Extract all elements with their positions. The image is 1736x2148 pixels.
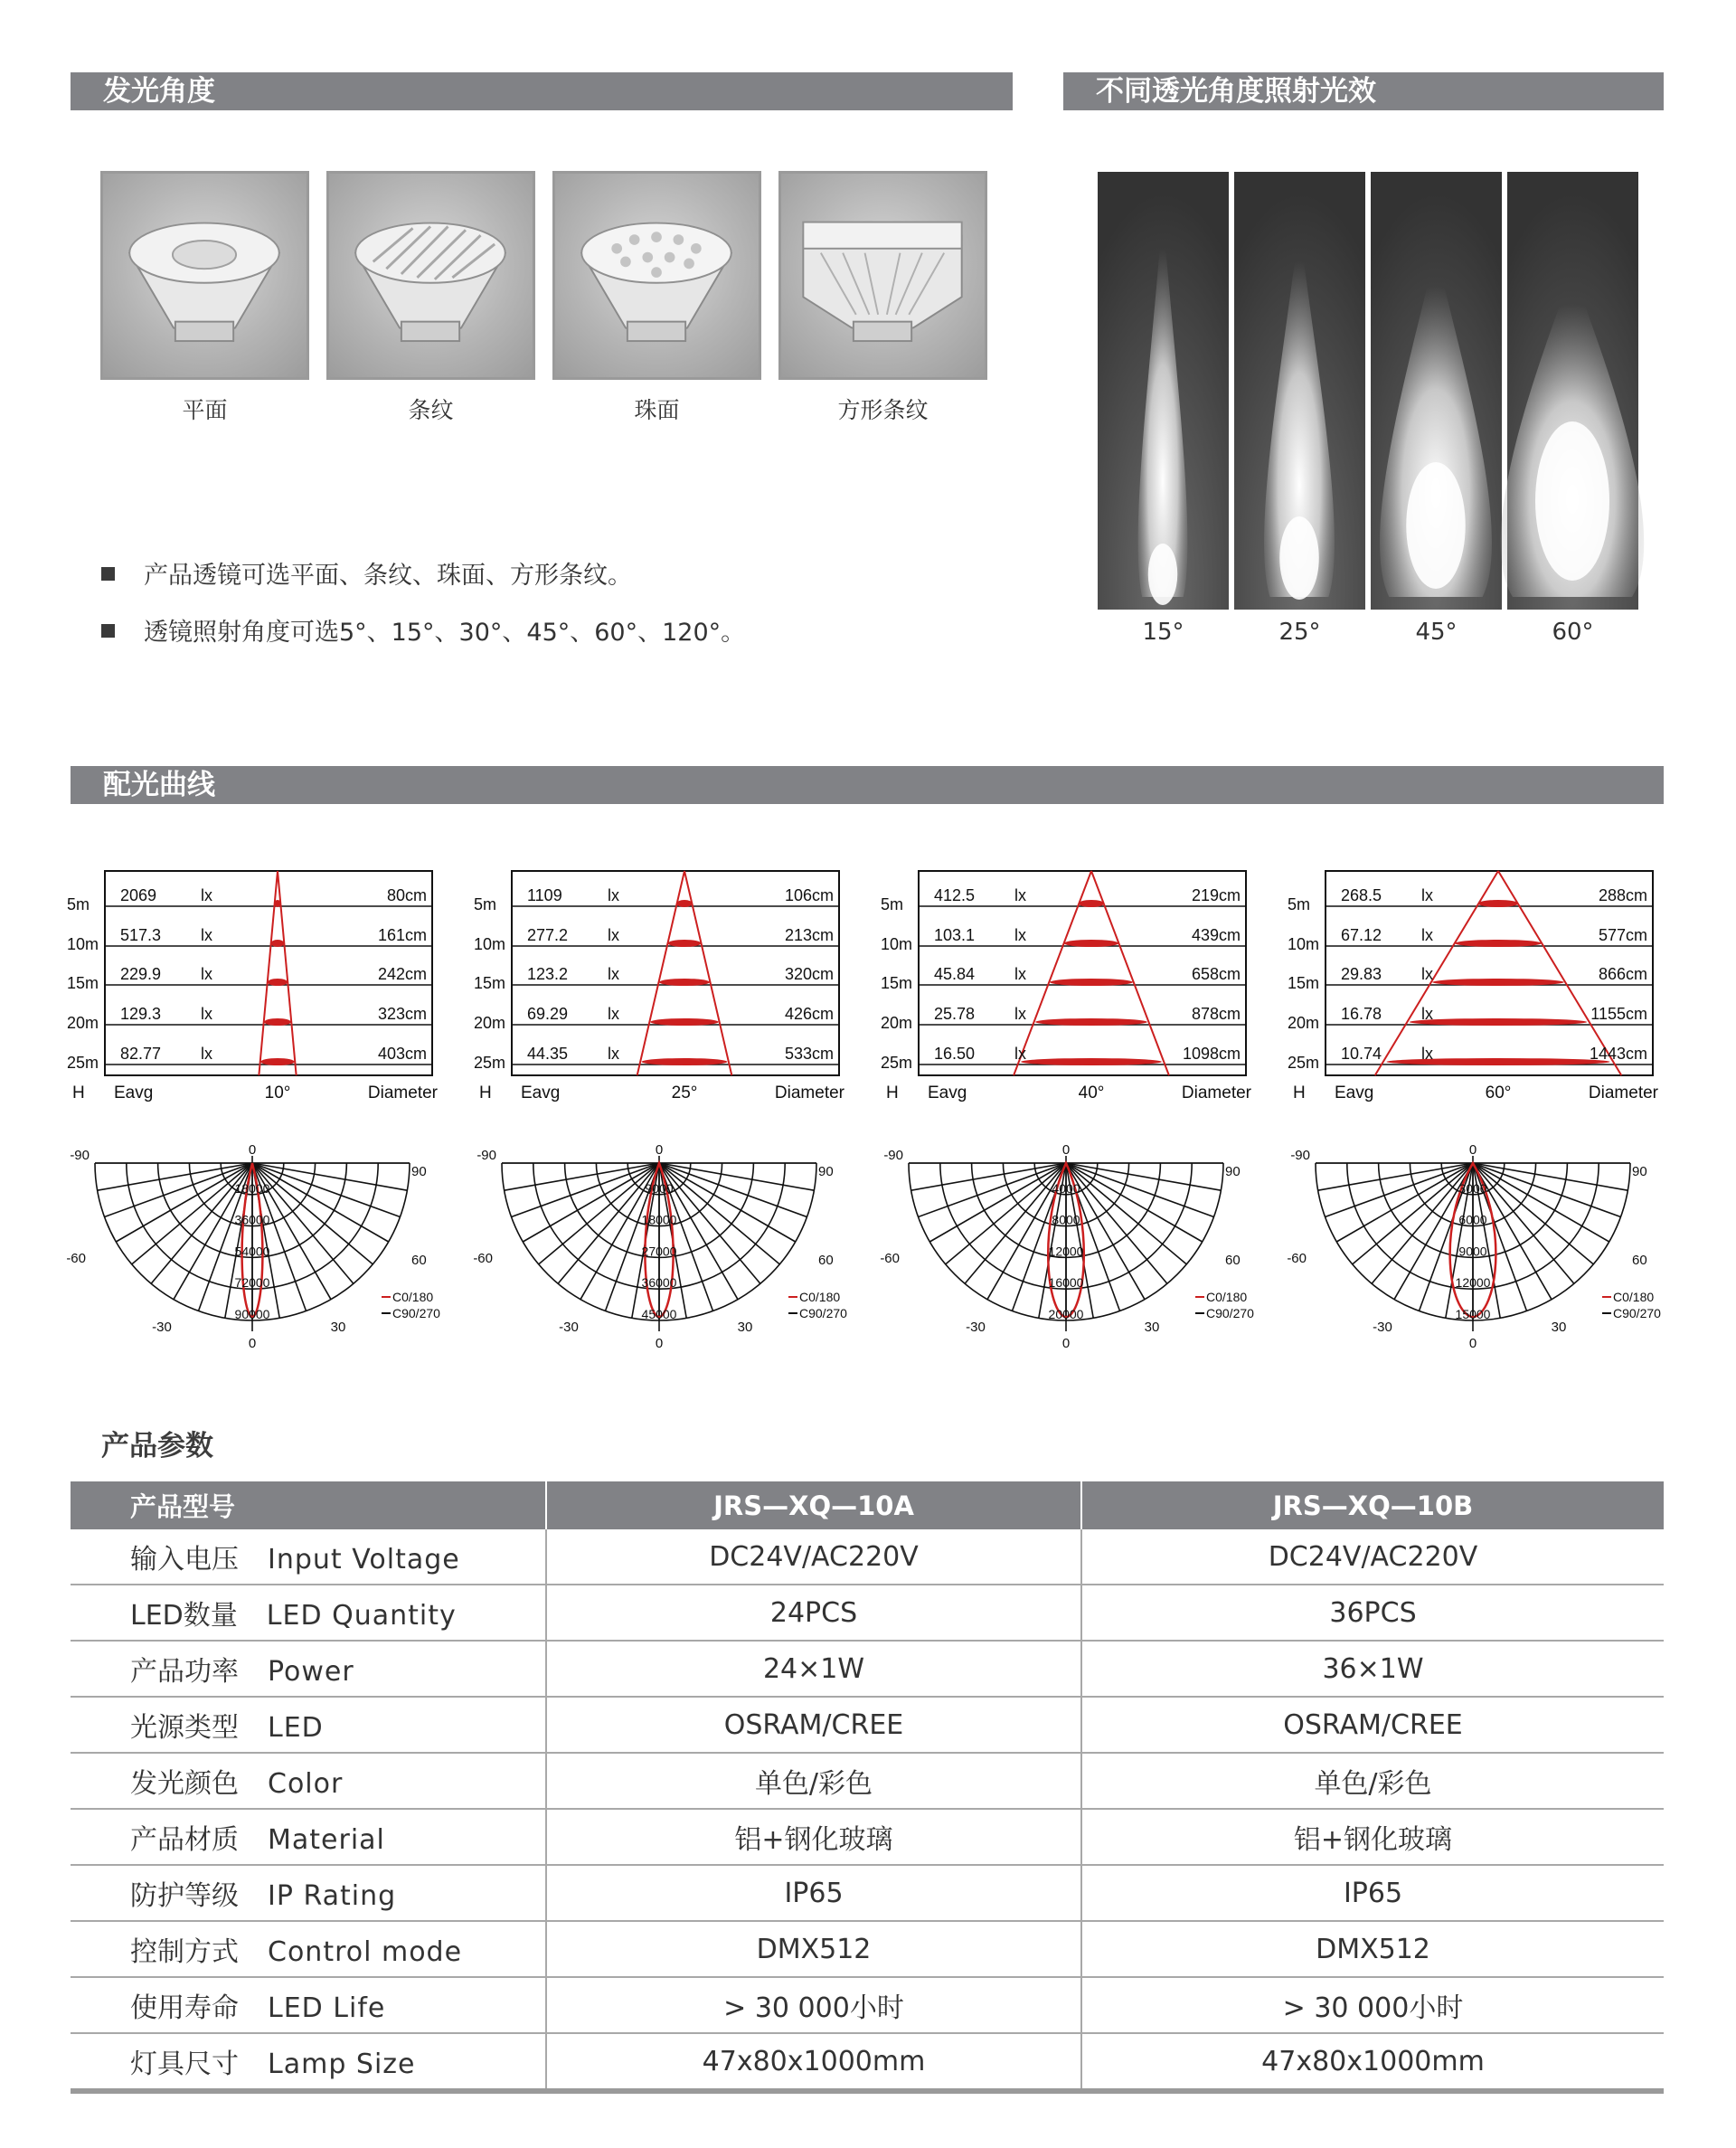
cone-spot <box>1477 900 1518 907</box>
lens-bead-graphic <box>555 174 759 377</box>
table-row <box>71 1809 1664 1865</box>
polar-tick-label: 9000 <box>1458 1244 1487 1259</box>
spec-label-zh: 防护等级 <box>130 1880 239 1912</box>
table-row <box>71 1865 1664 1921</box>
diameter-value: 1098cm <box>1182 1045 1241 1063</box>
lens-photo-stripe <box>326 171 535 380</box>
cone-edge <box>259 871 278 1075</box>
polar-angle-label: 0 <box>248 1336 257 1351</box>
table-row <box>71 1641 1664 1697</box>
polar-tick-label: 36000 <box>234 1212 270 1227</box>
diameter-value: 403cm <box>377 1045 427 1063</box>
polar-angle-label: 90 <box>1632 1164 1647 1179</box>
height-label: 20m <box>881 1014 913 1032</box>
unit-label: lx <box>1421 886 1433 904</box>
eavg-value: 268.5 <box>1341 886 1382 904</box>
unit-label: lx <box>1014 926 1026 944</box>
spec-label-en: Material <box>268 1824 385 1856</box>
cone-spot <box>275 900 281 907</box>
curve-section-title: 配光曲线 <box>71 766 1664 804</box>
unit-label: lx <box>1014 1005 1026 1023</box>
polar-tick-label: 18000 <box>641 1212 677 1227</box>
polar-angle-label: 90 <box>818 1164 834 1179</box>
diameter-value: 320cm <box>784 965 834 983</box>
spec-label-cell <box>71 1585 546 1641</box>
light-distribution-panel <box>880 866 1278 1351</box>
polar-angle-label: 0 <box>1061 1336 1071 1351</box>
spec-value-b: 铝+钢化玻璃 <box>1081 1809 1664 1865</box>
cone-spot <box>1455 940 1542 947</box>
eavg-value: 69.29 <box>527 1005 569 1023</box>
eavg-value: 517.3 <box>120 926 162 944</box>
height-label: 10m <box>67 935 99 953</box>
polar-angle-label: 0 <box>248 1142 257 1158</box>
col-label-diameter: Diameter <box>1588 1083 1658 1102</box>
height-label: 25m <box>67 1054 99 1072</box>
polar-angle-label: 0 <box>1061 1142 1071 1158</box>
polar-angle-label: -60 <box>1287 1251 1307 1266</box>
polar-angle-label: 30 <box>1144 1320 1160 1335</box>
cone-spot <box>642 1058 728 1065</box>
height-label: 15m <box>474 974 506 992</box>
col-label-eavg: Eavg <box>114 1083 154 1102</box>
spec-label-en: LED <box>268 1712 324 1744</box>
spec-value-b: 36PCS <box>1081 1585 1664 1641</box>
spec-value-a: 47x80x1000mm <box>546 2033 1081 2091</box>
beam-effect-photo <box>1234 172 1365 610</box>
diameter-value: 577cm <box>1598 926 1647 944</box>
spec-value-a: OSRAM/CREE <box>546 1697 1081 1753</box>
polar-angle-label: 60 <box>1632 1253 1647 1268</box>
table-row <box>71 1977 1664 2033</box>
cone-spot <box>1021 1058 1162 1065</box>
spec-value-a: 单色/彩色 <box>546 1753 1081 1809</box>
height-label: 25m <box>881 1054 913 1072</box>
diameter-value: 1155cm <box>1590 1005 1647 1023</box>
table-row <box>71 2033 1664 2091</box>
diameter-value: 878cm <box>1191 1005 1241 1023</box>
spec-label-zh: 使用寿命 <box>130 1992 239 2024</box>
eavg-value: 29.83 <box>1341 965 1382 983</box>
cone-spot <box>1410 1018 1587 1026</box>
spec-label-cell <box>71 1529 546 1585</box>
spec-table <box>71 1481 1664 2094</box>
spec-value-b: DC24V/AC220V <box>1081 1529 1664 1585</box>
polar-tick-label: 12000 <box>1048 1244 1084 1259</box>
eavg-value: 229.9 <box>120 965 162 983</box>
unit-label: lx <box>1014 1045 1026 1063</box>
spec-label-zh: LED数量 <box>130 1600 238 1632</box>
diameter-value: 439cm <box>1191 926 1241 944</box>
height-label: 20m <box>67 1014 99 1032</box>
lens-caption: 条纹 <box>408 397 454 423</box>
diameter-value: 219cm <box>1191 886 1241 904</box>
polar-tick-label: 16000 <box>1048 1275 1084 1291</box>
spec-label-en: Control mode <box>268 1936 463 1968</box>
spec-label-en: LED Life <box>268 1992 386 2024</box>
cone-spot <box>1064 940 1118 947</box>
col-label-h: H <box>479 1083 492 1102</box>
cone-spot <box>1050 979 1133 986</box>
spec-label-cell <box>71 1865 546 1921</box>
height-label: 5m <box>881 895 904 913</box>
col-label-eavg: Eavg <box>1335 1083 1374 1102</box>
table-row <box>71 1529 1664 1585</box>
spec-header-row <box>71 1481 1664 1529</box>
diameter-value: 866cm <box>1598 965 1647 983</box>
col-label-eavg: Eavg <box>521 1083 561 1102</box>
polar-tick-label: 6000 <box>1458 1212 1487 1227</box>
eavg-value: 25.78 <box>934 1005 976 1023</box>
spec-value-b: 36×1W <box>1081 1641 1664 1697</box>
beam-angle-label: 40° <box>1078 1083 1105 1102</box>
polar-tick-label: 3000 <box>1458 1180 1487 1196</box>
angle-section-title: 发光角度 <box>71 72 1013 110</box>
diameter-value: 323cm <box>377 1005 427 1023</box>
spec-label-zh: 灯具尺寸 <box>130 2049 239 2080</box>
lens-plain-graphic <box>103 174 307 377</box>
lens-notes <box>101 554 745 667</box>
spec-label-zh: 发光颜色 <box>130 1768 239 1800</box>
lens-caption: 方形条纹 <box>837 397 929 423</box>
legend-label: C90/270 <box>392 1306 440 1320</box>
spec-label-cell <box>71 1641 546 1697</box>
light-hotspot <box>1279 516 1319 600</box>
eavg-value: 67.12 <box>1341 926 1382 944</box>
light-hotspot <box>1406 462 1466 589</box>
unit-label: lx <box>608 1045 619 1063</box>
eavg-value: 45.84 <box>934 965 976 983</box>
legend-label: C0/180 <box>1206 1290 1248 1304</box>
spec-label-cell <box>71 1697 546 1753</box>
eavg-value: 2069 <box>120 886 157 904</box>
cone-edge <box>1091 871 1169 1075</box>
light-distribution-panel <box>473 866 872 1351</box>
spec-value-b: > 30 000小时 <box>1081 1977 1664 2033</box>
unit-label: lx <box>1421 965 1433 983</box>
light-hotspot <box>1535 421 1609 581</box>
height-label: 15m <box>881 974 913 992</box>
lens-photo-bead <box>552 171 761 380</box>
unit-label: lx <box>1421 1045 1433 1063</box>
col-label-diameter: Diameter <box>1181 1083 1251 1102</box>
polar-tick-label: 54000 <box>234 1244 270 1259</box>
unit-label: lx <box>201 926 212 944</box>
polar-angle-label: 90 <box>1225 1164 1241 1179</box>
spec-label-en: Color <box>268 1768 344 1800</box>
spec-label-cell <box>71 1977 546 2033</box>
lens-caption: 珠面 <box>634 397 680 423</box>
polar-angle-label: -90 <box>1290 1148 1310 1163</box>
table-row <box>71 1697 1664 1753</box>
legend-label: C90/270 <box>1613 1306 1661 1320</box>
polar-tick-label: 9000 <box>645 1180 674 1196</box>
list-item: 透镜照射角度可选5°、15°、30°、45°、60°、120°。 <box>101 610 745 667</box>
cone-spot <box>1079 900 1104 907</box>
spec-header-cell: 产品型号 <box>71 1481 546 1529</box>
spec-label-en: Lamp Size <box>268 2049 416 2080</box>
polar-tick-label: 45000 <box>641 1307 677 1321</box>
cone-spot <box>1035 1018 1147 1026</box>
unit-label: lx <box>608 965 619 983</box>
list-item: 产品透镜可选平面、条纹、珠面、方形条纹。 <box>101 554 745 610</box>
polar-tick-label: 72000 <box>234 1275 270 1291</box>
spec-label-cell <box>71 1753 546 1809</box>
unit-label: lx <box>201 965 212 983</box>
lens-photo-plain <box>100 171 309 380</box>
diameter-value: 161cm <box>377 926 427 944</box>
eavg-value: 82.77 <box>120 1045 162 1063</box>
diameter-value: 288cm <box>1598 886 1647 904</box>
eavg-value: 129.3 <box>120 1005 162 1023</box>
cone-spot <box>650 1018 718 1026</box>
col-label-h: H <box>72 1083 85 1102</box>
spec-label-en: LED Quantity <box>266 1600 457 1632</box>
polar-tick-label: 15000 <box>1455 1307 1491 1321</box>
polar-angle-label: -60 <box>473 1251 493 1266</box>
spec-value-a: DMX512 <box>546 1921 1081 1977</box>
table-row <box>71 1585 1664 1641</box>
diameter-value: 213cm <box>784 926 834 944</box>
cone-spot <box>659 979 710 986</box>
cone-spot <box>1432 979 1563 986</box>
height-label: 15m <box>67 974 99 992</box>
col-label-h: H <box>1293 1083 1306 1102</box>
eavg-value: 1109 <box>527 886 562 904</box>
eavg-value: 16.50 <box>934 1045 976 1063</box>
polar-tick-label: 36000 <box>641 1275 677 1291</box>
spec-label-zh: 光源类型 <box>130 1712 239 1744</box>
diameter-value: 426cm <box>784 1005 834 1023</box>
eavg-value: 44.35 <box>527 1045 569 1063</box>
cone-edge <box>1375 871 1498 1075</box>
cone-spot <box>268 979 288 986</box>
cone-spot <box>668 940 702 947</box>
lens-stripe-graphic <box>329 174 533 377</box>
polar-angle-label: 60 <box>1225 1253 1241 1268</box>
height-label: 10m <box>881 935 913 953</box>
unit-label: lx <box>201 886 212 904</box>
col-label-diameter: Diameter <box>774 1083 844 1102</box>
beam-effect-photo <box>1507 172 1638 610</box>
polar-tick-label: 8000 <box>1052 1212 1080 1227</box>
spec-label-cell <box>71 1809 546 1865</box>
polar-tick-label: 90000 <box>234 1307 270 1321</box>
unit-label: lx <box>1421 926 1433 944</box>
spec-label-zh: 控制方式 <box>130 1936 239 1968</box>
diameter-value: 242cm <box>377 965 427 983</box>
legend-label: C0/180 <box>392 1290 434 1304</box>
height-label: 5m <box>474 895 497 913</box>
beam-angle-caption: 25° <box>1278 619 1321 646</box>
height-label: 25m <box>1288 1054 1320 1072</box>
spec-label-en: IP Rating <box>268 1880 397 1912</box>
height-label: 5m <box>67 895 90 913</box>
spec-value-b: OSRAM/CREE <box>1081 1697 1664 1753</box>
unit-label: lx <box>608 1005 619 1023</box>
spec-label-zh: 产品材质 <box>130 1824 239 1856</box>
polar-angle-label: -60 <box>880 1251 900 1266</box>
polar-angle-label: -30 <box>152 1320 172 1335</box>
cone-spot <box>271 940 285 947</box>
unit-label: lx <box>608 886 619 904</box>
cone-spot <box>260 1058 294 1065</box>
unit-label: lx <box>201 1005 212 1023</box>
polar-angle-label: 90 <box>411 1164 427 1179</box>
polar-angle-label: -90 <box>476 1148 496 1163</box>
spec-label-en: Power <box>268 1656 354 1688</box>
eavg-value: 10.74 <box>1341 1045 1382 1063</box>
polar-angle-label: 0 <box>655 1142 664 1158</box>
eavg-value: 277.2 <box>527 926 569 944</box>
diameter-value: 80cm <box>386 886 427 904</box>
spec-label-cell <box>71 1921 546 1977</box>
light-distribution-panel <box>66 866 465 1351</box>
polar-angle-label: 0 <box>1468 1142 1477 1158</box>
eavg-value: 412.5 <box>934 886 976 904</box>
beam-angle-label: 60° <box>1485 1083 1512 1102</box>
polar-tick-label: 4000 <box>1052 1180 1080 1196</box>
height-label: 10m <box>474 935 506 953</box>
spec-label-zh: 产品功率 <box>130 1656 239 1688</box>
spec-value-a: DC24V/AC220V <box>546 1529 1081 1585</box>
cone-spot <box>676 900 692 907</box>
polar-angle-label: 30 <box>330 1320 346 1335</box>
spec-value-a: 24PCS <box>546 1585 1081 1641</box>
diameter-value: 1443cm <box>1589 1045 1647 1063</box>
spec-header-cell: JRS—XQ—10B <box>1081 1481 1664 1529</box>
unit-label: lx <box>1421 1005 1433 1023</box>
unit-label: lx <box>608 926 619 944</box>
beam-effect-photo <box>1371 172 1502 610</box>
bullet-square-icon <box>101 624 115 638</box>
cone-edge <box>637 871 684 1075</box>
polar-angle-label: 30 <box>1551 1320 1567 1335</box>
spec-value-b: DMX512 <box>1081 1921 1664 1977</box>
eavg-value: 103.1 <box>934 926 976 944</box>
lens-photo-square <box>778 171 987 380</box>
diameter-value: 533cm <box>784 1045 834 1063</box>
polar-angle-label: -90 <box>883 1148 903 1163</box>
effect-section-title: 不同透光角度照射光效 <box>1063 72 1664 110</box>
beam-angle-caption: 60° <box>1552 619 1594 646</box>
bullet-square-icon <box>101 567 115 581</box>
polar-angle-label: -60 <box>66 1251 86 1266</box>
diameter-value: 106cm <box>784 886 834 904</box>
diameter-value: 658cm <box>1191 965 1241 983</box>
legend-label: C90/270 <box>799 1306 847 1320</box>
col-label-diameter: Diameter <box>367 1083 438 1102</box>
polar-angle-label: 0 <box>655 1336 664 1351</box>
spec-label-cell <box>71 2033 546 2091</box>
spec-value-a: 24×1W <box>546 1641 1081 1697</box>
spec-value-b: IP65 <box>1081 1865 1664 1921</box>
cone-edge <box>684 871 731 1075</box>
polar-angle-label: -30 <box>559 1320 579 1335</box>
unit-label: lx <box>1014 965 1026 983</box>
height-label: 5m <box>1288 895 1311 913</box>
polar-tick-label: 18000 <box>234 1180 270 1196</box>
eavg-value: 123.2 <box>527 965 569 983</box>
polar-tick-label: 27000 <box>641 1244 677 1259</box>
params-title: 产品参数 <box>101 1430 213 1462</box>
polar-angle-label: -90 <box>70 1148 90 1163</box>
spec-value-a: IP65 <box>546 1865 1081 1921</box>
beam-angle-label: 25° <box>671 1083 698 1102</box>
height-label: 15m <box>1288 974 1320 992</box>
spec-value-a: > 30 000小时 <box>546 1977 1081 2033</box>
height-label: 20m <box>1288 1014 1320 1032</box>
polar-angle-label: 30 <box>737 1320 753 1335</box>
legend-label: C90/270 <box>1206 1306 1254 1320</box>
polar-tick-label: 20000 <box>1048 1307 1084 1321</box>
unit-label: lx <box>1014 886 1026 904</box>
col-label-h: H <box>886 1083 899 1102</box>
polar-angle-label: -30 <box>1373 1320 1392 1335</box>
cone-spot <box>264 1018 291 1026</box>
table-row <box>71 1753 1664 1809</box>
legend-label: C0/180 <box>799 1290 841 1304</box>
legend-label: C0/180 <box>1613 1290 1655 1304</box>
beam-angle-caption: 15° <box>1142 619 1184 646</box>
spec-value-a: 铝+钢化玻璃 <box>546 1809 1081 1865</box>
polar-angle-label: 60 <box>818 1253 834 1268</box>
height-label: 10m <box>1288 935 1320 953</box>
light-hotspot <box>1148 544 1178 605</box>
lens-caption: 平面 <box>182 397 228 423</box>
height-label: 25m <box>474 1054 506 1072</box>
cone-edge <box>278 871 297 1075</box>
polar-tick-label: 12000 <box>1455 1275 1491 1291</box>
unit-label: lx <box>201 1045 212 1063</box>
beam-angle-label: 10° <box>264 1083 291 1102</box>
polar-angle-label: 60 <box>411 1253 427 1268</box>
light-distribution-panel <box>1287 866 1685 1351</box>
eavg-value: 16.78 <box>1341 1005 1382 1023</box>
cone-spot <box>1386 1058 1609 1065</box>
col-label-eavg: Eavg <box>928 1083 967 1102</box>
spec-label-zh: 输入电压 <box>130 1544 239 1576</box>
lens-square-graphic <box>781 174 985 377</box>
spec-value-b: 单色/彩色 <box>1081 1753 1664 1809</box>
beam-angle-caption: 45° <box>1415 619 1458 646</box>
spec-header-cell: JRS—XQ—10A <box>546 1481 1081 1529</box>
table-row <box>71 1921 1664 1977</box>
spec-value-b: 47x80x1000mm <box>1081 2033 1664 2091</box>
polar-angle-label: -30 <box>966 1320 986 1335</box>
beam-effect-photo <box>1098 172 1229 610</box>
spec-label-en: Input Voltage <box>268 1544 460 1576</box>
height-label: 20m <box>474 1014 506 1032</box>
polar-angle-label: 0 <box>1468 1336 1477 1351</box>
